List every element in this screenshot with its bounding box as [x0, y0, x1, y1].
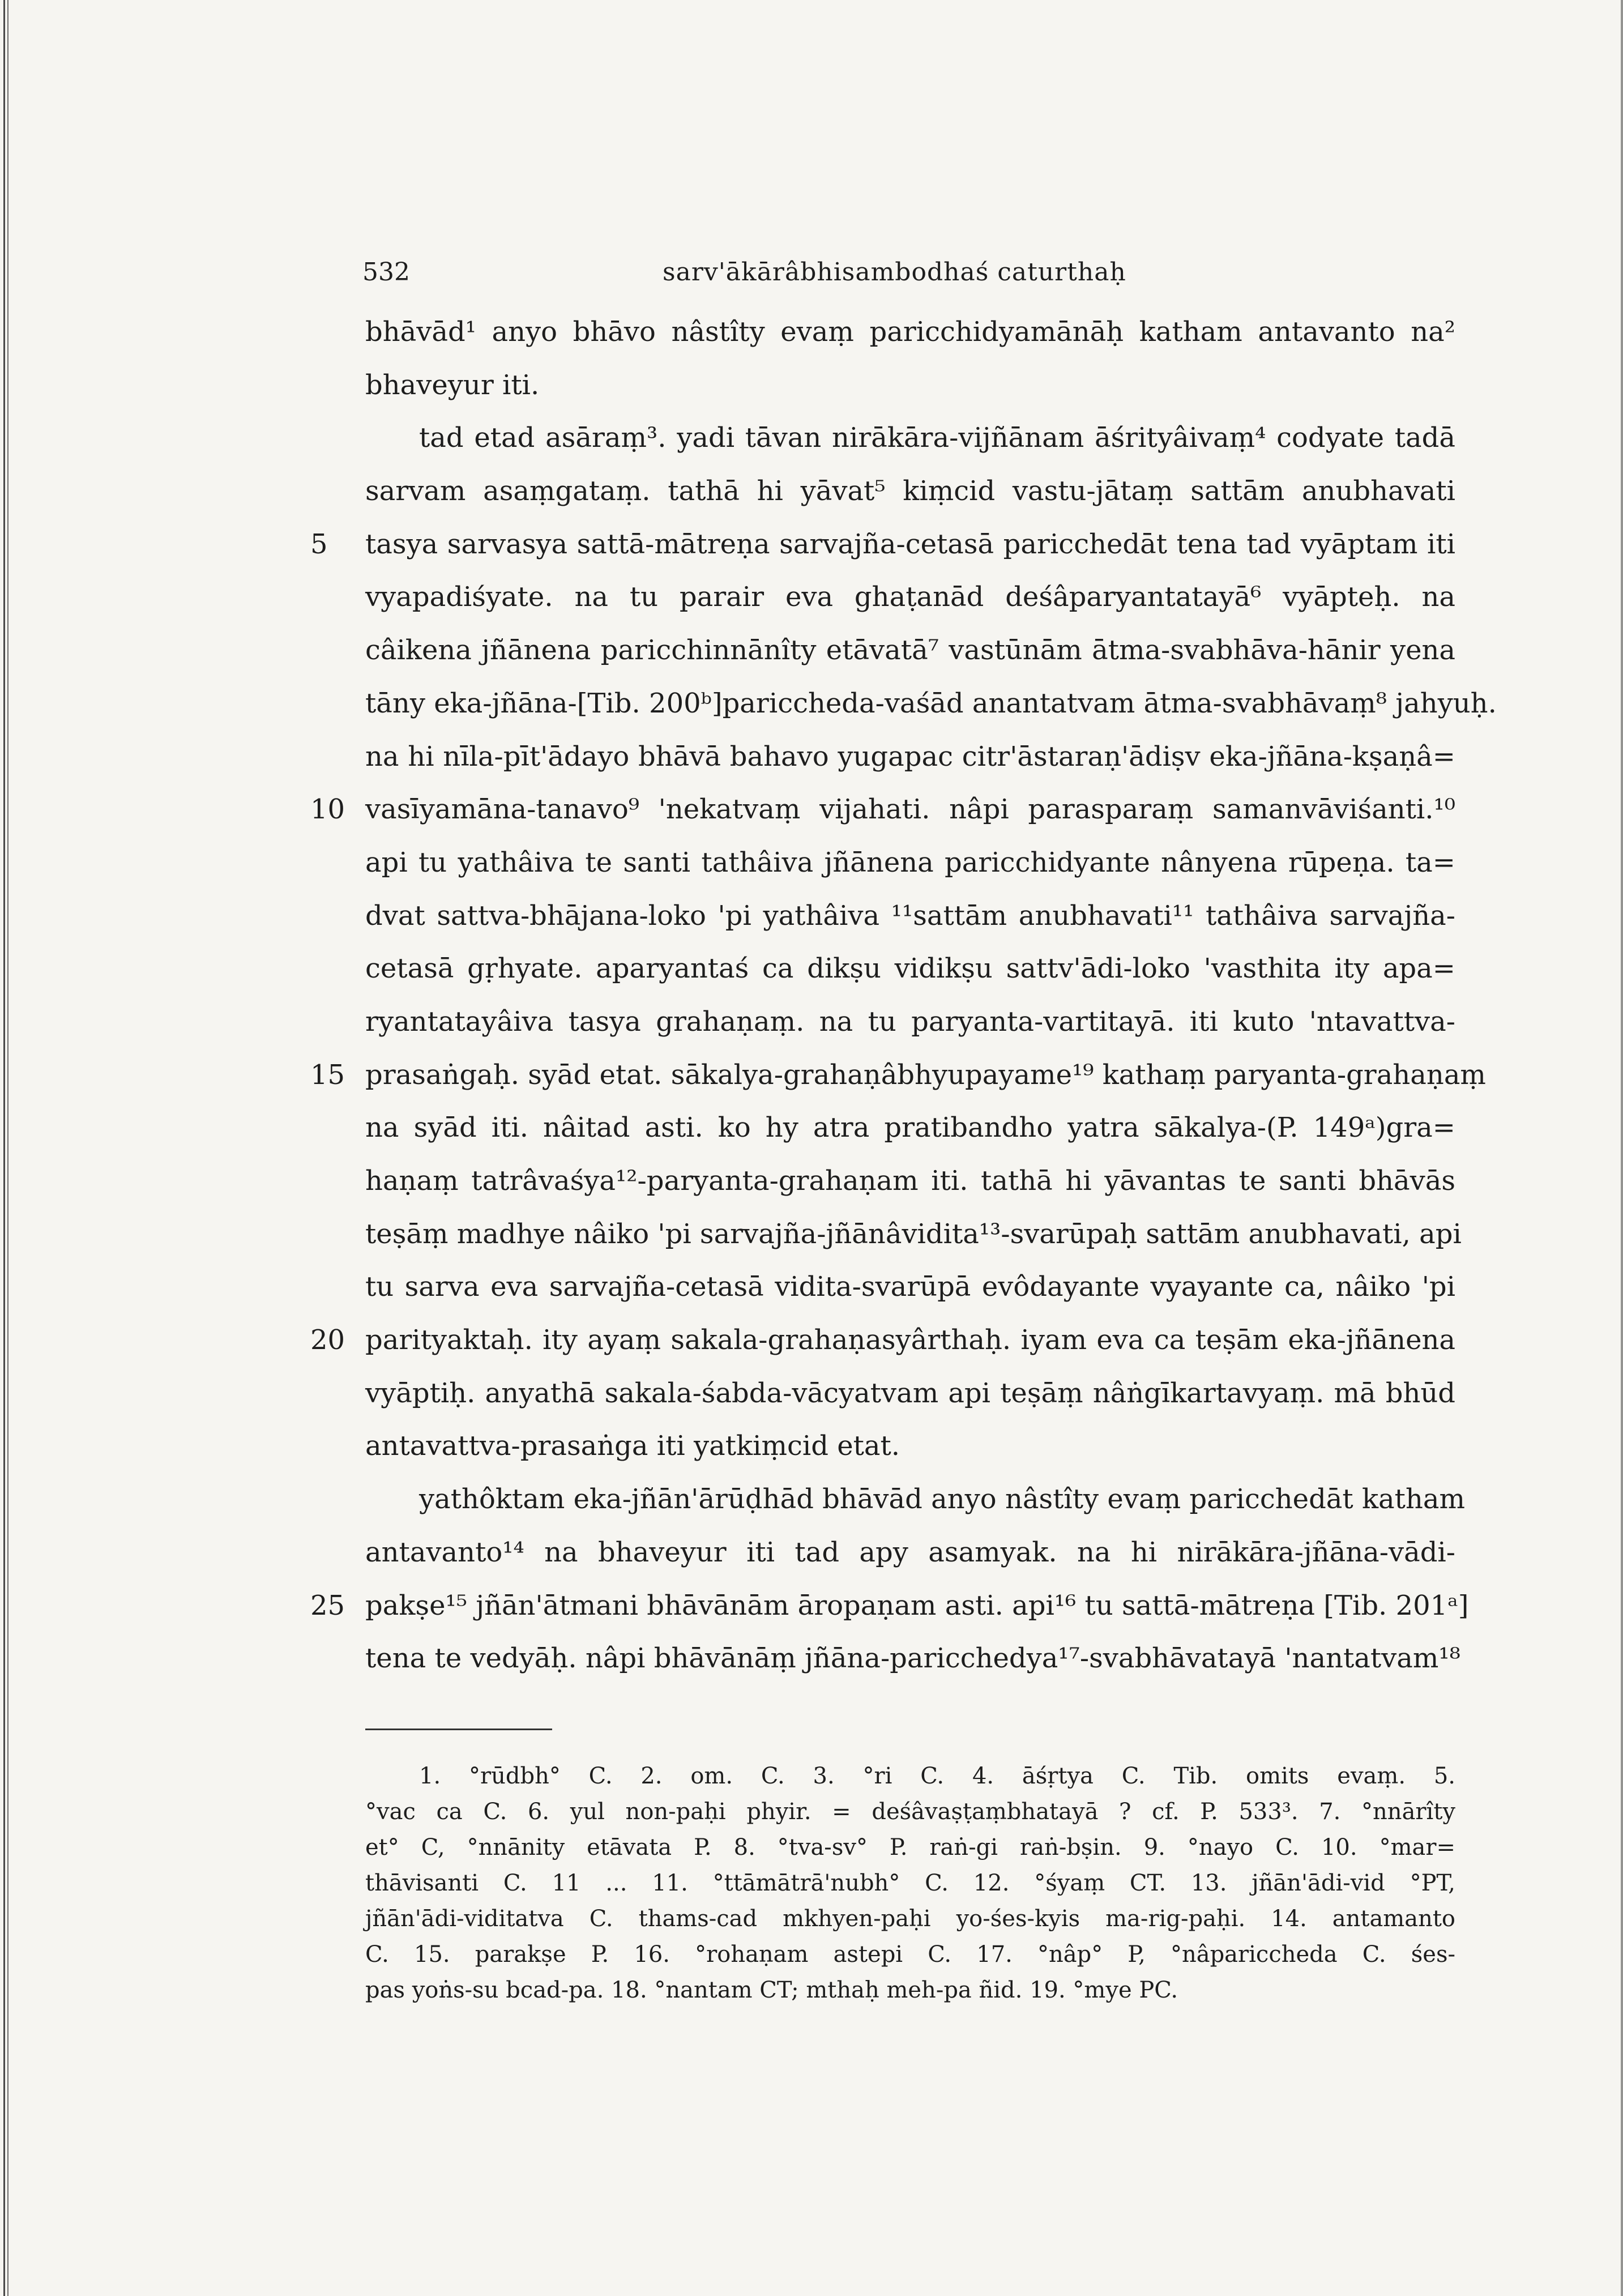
- line-text: vyāptiḥ. anyathā sakala-śabda-vācyatvam api teṣāṃ nâṅgīkartavyaṃ. mā bhūd: [365, 1377, 1455, 1409]
- line-number: 15: [310, 1059, 345, 1091]
- footnote-line: jñān'ādi-viditatva C. thams-cad mkhyen-paḥi yo-śes-kyis ma-rig-paḥi. 14. antamanto: [365, 1906, 1455, 1932]
- text-line: [0, 1314, 1623, 1367]
- text-line: [0, 518, 1623, 571]
- running-title: sarv'ākārâbhisambodhaś caturthaḥ: [663, 258, 1126, 287]
- body-text: [0, 306, 1623, 1685]
- page-number: 532: [362, 258, 410, 287]
- line-text: teṣāṃ madhye nâiko 'pi sarvajña-jñānâvidita¹³-svarūpaḥ sattām anubhavati, api: [365, 1218, 1462, 1250]
- text-line: [0, 412, 1623, 465]
- text-line: [0, 1367, 1623, 1420]
- text-line: [0, 942, 1623, 996]
- text-line: [0, 677, 1623, 731]
- line-text: tena te vedyāḥ. nâpi bhāvānāṃ jñāna-paricchedya¹⁷-svabhāvatayā 'nantatvam¹⁸: [365, 1642, 1460, 1675]
- text-line: [0, 1261, 1623, 1314]
- text-line: [0, 1420, 1623, 1473]
- line-number: 10: [310, 793, 345, 826]
- line-text: tāny eka-jñāna-[Tib. 200ᵇ]pariccheda-vaśād anantatvam ātma-svabhāvaṃ⁸ jahyuḥ.: [365, 687, 1497, 719]
- text-line: [0, 1632, 1623, 1685]
- line-text: na syād iti. nâitad asti. ko hy atra pratibandho yatra sākalya-(P. 149ᵃ)gra=: [365, 1112, 1455, 1144]
- line-text: vasīyamāna-tanavo⁹ 'nekatvaṃ vijahati. nâpi parasparaṃ samanvāviśanti.¹⁰: [365, 793, 1455, 826]
- line-text: antavanto¹⁴ na bhaveyur iti tad apy asamyak. na hi nirākāra-jñāna-vādi-: [365, 1536, 1455, 1568]
- text-line: [0, 571, 1623, 624]
- text-line: [0, 1208, 1623, 1261]
- line-text: yathôktam eka-jñān'ārūḍhād bhāvād anyo nâstîty evaṃ paricchedāt katham: [419, 1483, 1465, 1516]
- footnotes: [365, 1759, 1455, 2008]
- text-line: [0, 731, 1623, 784]
- line-text: haṇaṃ tatrâvaśya¹²-paryanta-grahaṇam iti. tathā hi yāvantas te santi bhāvās: [365, 1165, 1455, 1197]
- text-line: [0, 1580, 1623, 1633]
- line-text: sarvam asaṃgataṃ. tathā hi yāvat⁵ kiṃcid vastu-jātaṃ sattām anubhavati: [365, 475, 1455, 507]
- line-number: 25: [310, 1589, 345, 1621]
- footnote-line: 1. °rūdbh° C. 2. om. C. 3. °ri C. 4. āśṛtya C. Tib. omits evaṃ. 5.: [419, 1763, 1455, 1789]
- text-line: [0, 624, 1623, 677]
- footnote-line: et° C, °nnānity etāvata P. 8. °tva-sv° P. raṅ-gi raṅ-bṣin. 9. °nayo C. 10. °mar=: [365, 1834, 1455, 1860]
- text-line: [0, 1049, 1623, 1102]
- line-text: na hi nīla-pīt'ādayo bhāvā bahavo yugapac citr'āstaraṇ'ādiṣv eka-jñāna-kṣaṇâ=: [365, 740, 1455, 773]
- line-text: ryantatayâiva tasya grahaṇaṃ. na tu paryanta-vartitayā. iti kuto 'ntavattva-: [365, 1005, 1455, 1038]
- page-header: [362, 258, 1467, 292]
- line-text: tu sarva eva sarvajña-cetasā vidita-svarūpā evôdayante vyayante ca, nâiko 'pi: [365, 1271, 1455, 1303]
- footnote-line: pas yoṅs-su bcad-pa. 18. °nantam CT; mthaḥ meh-pa ñid. 19. °mye PC.: [365, 1977, 1178, 2003]
- footnote-divider: [365, 1729, 552, 1730]
- line-number: 5: [310, 528, 328, 560]
- line-text: parityaktaḥ. ity ayaṃ sakala-grahaṇasyârthaḥ. iyam eva ca teṣām eka-jñānena: [365, 1324, 1455, 1356]
- line-text: vyapadiśyate. na tu parair eva ghaṭanād deśâparyantatayā⁶ vyāpteḥ. na: [365, 581, 1455, 613]
- text-line: [0, 783, 1623, 837]
- text-line: [0, 1526, 1623, 1580]
- line-text: tad etad asāraṃ³. yadi tāvan nirākāra-vijñānam āśrityâivaṃ⁴ codyate tadā: [419, 422, 1455, 454]
- line-text: cetasā gṛhyate. aparyantaś ca dikṣu vidikṣu sattv'ādi-loko 'vasthita ity apa=: [365, 953, 1455, 985]
- line-number: 20: [310, 1324, 345, 1356]
- footnote-line: thāvisanti C. 11 ... 11. °ttāmātrā'nubh° C. 12. °śyaṃ CT. 13. jñān'ādi-vid °PT,: [365, 1870, 1455, 1896]
- text-line: [0, 465, 1623, 518]
- text-line: [0, 359, 1623, 412]
- text-line: [0, 837, 1623, 890]
- line-text: dvat sattva-bhājana-loko 'pi yathâiva ¹¹sattām anubhavati¹¹ tathâiva sarvajña-: [365, 899, 1455, 932]
- text-line: [0, 1473, 1623, 1526]
- text-line: [0, 1102, 1623, 1155]
- text-line: [0, 890, 1623, 943]
- text-line: [0, 996, 1623, 1049]
- line-text: bhaveyur iti.: [365, 369, 540, 401]
- text-line: [0, 1155, 1623, 1208]
- line-text: tasya sarvasya sattā-mātreṇa sarvajña-cetasā paricchedāt tena tad vyāptam iti: [365, 528, 1455, 560]
- line-text: câikena jñānena paricchinnānîty etāvatā⁷ vastūnām ātma-svabhāva-hānir yena: [365, 634, 1455, 667]
- line-text: pakṣe¹⁵ jñān'ātmani bhāvānām āropaṇam asti. api¹⁶ tu sattā-mātreṇa [Tib. 201ᵃ]: [365, 1589, 1469, 1621]
- line-text: prasaṅgaḥ. syād etat. sākalya-grahaṇâbhyupayame¹⁹ kathaṃ paryanta-grahaṇaṃ: [365, 1059, 1486, 1091]
- line-text: api tu yathâiva te santi tathâiva jñānena paricchidyante nânyena rūpeṇa. ta=: [365, 846, 1455, 878]
- footnote-line: C. 15. parakṣe P. 16. °rohaṇam astepi C. 17. °nâp° P, °nâparicchedа C. śes-: [365, 1941, 1455, 1968]
- line-text: antavattva-prasaṅga iti yatkiṃcid etat.: [365, 1430, 900, 1462]
- line-text: bhāvād¹ anyo bhāvo nâstîty evaṃ paricchidyamānāḥ katham antavanto na²: [365, 316, 1455, 348]
- footnote-line: °vac ca C. 6. yul non-paḥi phyir. = deśâvaṣṭaṃbhatayā ? cf. P. 533³. 7. °nnārîty: [365, 1799, 1455, 1825]
- text-line: [0, 306, 1623, 359]
